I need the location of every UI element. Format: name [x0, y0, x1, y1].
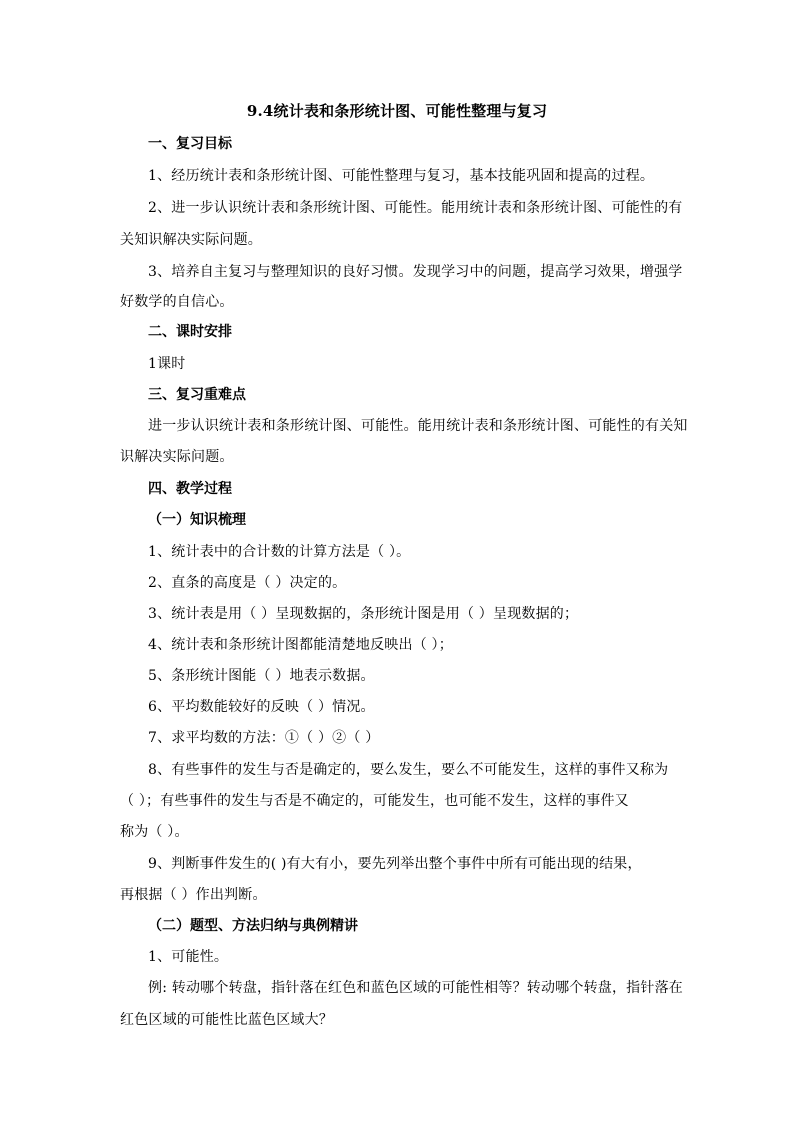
section-heading-goals: 一、复习目标 — [148, 136, 232, 152]
question-8-line-2: （ ）；有些事件的发生与否是不确定的，可能发生，也可能不发生，这样的事件又 — [120, 793, 629, 809]
section-heading-schedule: 二、课时安排 — [148, 324, 232, 340]
section-heading-key-points: 三、复习重难点 — [148, 387, 246, 403]
question-1: 1、统计表中的合计数的计算方法是（ ）。 — [148, 544, 411, 560]
question-2: 2、直条的高度是（ ）决定的。 — [148, 575, 347, 591]
example-line-1: 例: 转动哪个转盘，指针落在红色和蓝色区域的可能性相等？转动哪个转盘，指针落在 — [148, 980, 683, 996]
key-points-line-2: 识解决实际问题。 — [120, 449, 234, 465]
question-3: 3、统计表是用（ ）呈现数据的，条形统计图是用（ ）呈现数据的； — [148, 606, 579, 622]
question-9-line-2: 再根据（ ）作出判断。 — [120, 887, 267, 903]
question-8-line-3: 称为（ ）。 — [120, 824, 189, 840]
goal-item-3-line-1: 3、培养自主复习与整理知识的良好习惯。发现学习中的问题，提高学习效果，增强学 — [148, 264, 683, 280]
goal-item-1: 1、经历统计表和条形统计图、可能性整理与复习，基本技能巩固和提高的过程。 — [148, 168, 655, 184]
question-9-line-1: 9、判断事件发生的( )有大有小，要先列举出整个事件中所有可能出现的结果， — [148, 856, 642, 872]
schedule-text: 1课时 — [148, 356, 186, 372]
goal-item-3-line-2: 好数学的自信心。 — [120, 294, 234, 310]
example-topic-1: 1、可能性。 — [148, 949, 229, 965]
key-points-line-1: 进一步认识统计表和条形统计图、可能性。能用统计表和条形统计图、可能性的有关知 — [148, 418, 688, 434]
goal-item-2-line-1: 2、进一步认识统计表和条形统计图、可能性。能用统计表和条形统计图、可能性的有 — [148, 200, 683, 216]
question-4: 4、统计表和条形统计图都能清楚地反映出（ ）； — [148, 637, 453, 653]
example-line-2: 红色区域的可能性比蓝色区域大？ — [120, 1012, 333, 1028]
document-title: 9.4统计表和条形统计图、可能性整理与复习 — [246, 102, 548, 120]
subsection-heading-knowledge: （一）知识梳理 — [148, 512, 246, 528]
question-7: 7、求平均数的方法：①（ ）②（ ） — [148, 730, 380, 746]
question-8-line-1: 8、有些事件的发生与否是确定的，要么发生，要么不可能发生，这样的事件又称为 — [148, 762, 669, 778]
question-5: 5、条形统计图能（ ）地表示数据。 — [148, 668, 375, 684]
question-6: 6、平均数能较好的反映（ ）情况。 — [148, 699, 375, 715]
goal-item-2-line-2: 关知识解决实际问题。 — [120, 232, 262, 248]
subsection-heading-examples: （二）题型、方法归纳与典例精讲 — [148, 918, 358, 934]
section-heading-process: 四、教学过程 — [148, 481, 232, 497]
